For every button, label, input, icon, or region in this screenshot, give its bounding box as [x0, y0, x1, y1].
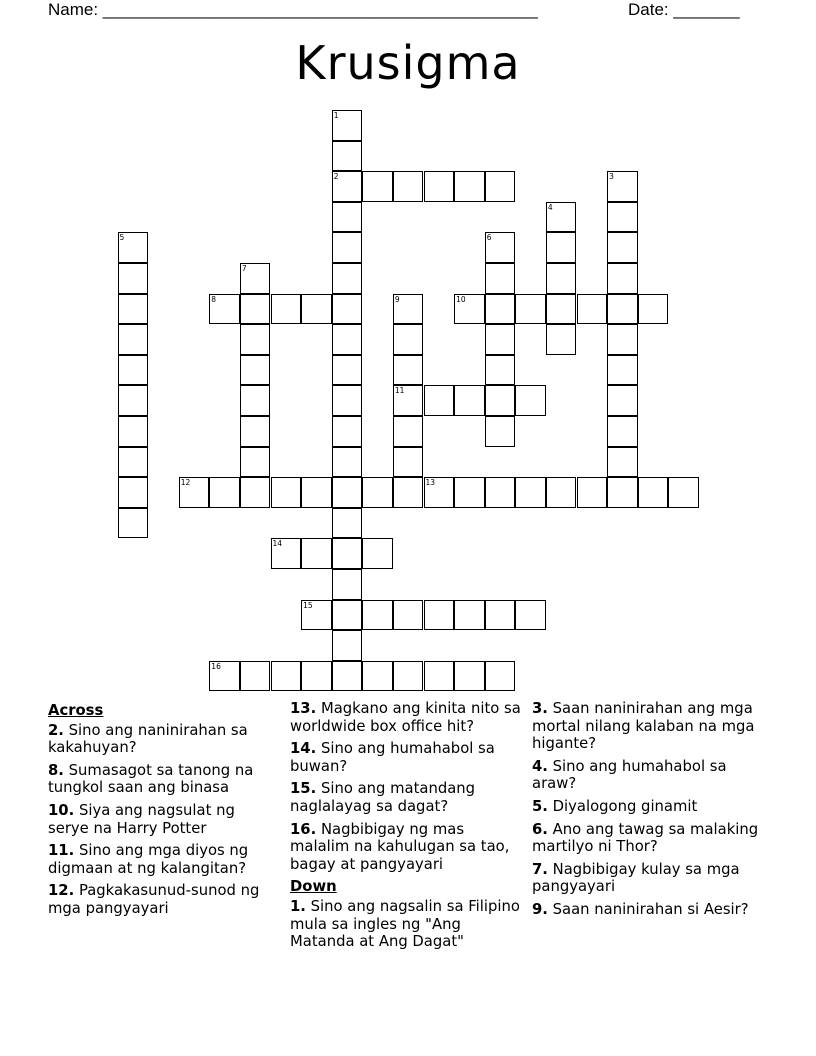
grid-cell[interactable]	[393, 294, 424, 325]
grid-cell[interactable]	[240, 324, 271, 355]
grid-cell[interactable]	[240, 294, 271, 325]
clue-down-4: 4. Sino ang humahabol sa araw?	[532, 757, 727, 793]
grid-cell[interactable]	[332, 538, 363, 569]
grid-cell[interactable]	[485, 600, 516, 631]
grid-cell[interactable]	[118, 355, 149, 386]
grid-cell[interactable]	[393, 477, 424, 508]
grid-cell[interactable]	[240, 416, 271, 447]
grid-cell[interactable]	[485, 171, 516, 202]
grid-cell[interactable]	[209, 661, 240, 692]
grid-cell[interactable]	[485, 232, 516, 263]
grid-cell[interactable]	[332, 232, 363, 263]
grid-cell[interactable]	[332, 661, 363, 692]
clue-across-15: 15. Sino ang matandang naglalayag sa dagat?	[290, 780, 476, 815]
clue-number: 11	[394, 386, 405, 396]
grid-cell[interactable]	[118, 232, 149, 263]
clue-down-1: 1. Sino ang nagsalin sa Filipino mula sa ingles ng "Ang Matanda at Ang Dagat"	[290, 897, 520, 951]
grid-cell[interactable]	[454, 385, 485, 416]
grid-cell[interactable]	[454, 600, 485, 631]
grid-cell[interactable]	[546, 232, 577, 263]
clue-number: 5	[119, 233, 125, 243]
grid-cell[interactable]	[118, 508, 149, 539]
clue-number: 16	[211, 661, 221, 671]
grid-cell[interactable]	[301, 294, 332, 325]
grid-cell[interactable]	[332, 110, 363, 141]
grid-cell[interactable]	[424, 661, 455, 692]
grid-cell[interactable]	[118, 447, 149, 478]
clue-number: 15	[303, 600, 313, 610]
clue-number: 8	[211, 294, 217, 304]
grid-cell[interactable]	[607, 263, 638, 294]
grid-cell[interactable]	[454, 661, 485, 692]
clue-number: 13	[425, 478, 436, 488]
grid-cell[interactable]	[454, 477, 485, 508]
grid-cell[interactable]	[393, 447, 424, 478]
grid-cell[interactable]	[362, 171, 393, 202]
grid-cell[interactable]	[668, 477, 699, 508]
grid-cell[interactable]	[271, 661, 302, 692]
grid-cell[interactable]	[607, 385, 638, 416]
grid-cell[interactable]	[118, 385, 149, 416]
grid-cell[interactable]	[546, 324, 577, 355]
clue-number: 3	[609, 172, 614, 182]
grid-cell[interactable]	[607, 294, 638, 325]
clue-across-12: 12. Pagkakasunud-sunod ng mga pangyayari	[48, 882, 260, 917]
grid-cell[interactable]	[607, 355, 638, 386]
grid-cell[interactable]	[362, 661, 393, 692]
grid-cell[interactable]	[485, 416, 516, 447]
clue-number: 4	[547, 202, 553, 212]
grid-cell[interactable]	[240, 355, 271, 386]
grid-cell[interactable]	[485, 294, 516, 325]
clue-down-6: 6. Ano ang tawag sa malaking martilyo ni Thor?	[532, 820, 759, 856]
grid-cell[interactable]	[485, 661, 516, 692]
grid-cell[interactable]	[240, 477, 271, 508]
grid-cell[interactable]	[393, 171, 424, 202]
grid-cell[interactable]	[393, 600, 424, 631]
grid-cell[interactable]	[332, 447, 363, 478]
clue-number: 10	[456, 294, 466, 304]
down-heading: Down	[290, 878, 337, 896]
grid-cell[interactable]	[485, 324, 516, 355]
grid-cell[interactable]	[240, 661, 271, 692]
grid-cell[interactable]	[424, 477, 455, 508]
clues-column-1	[48, 700, 278, 923]
clue-across-13: 13. Magkano ang kinita nito sa worldwide box office hit?	[290, 700, 521, 735]
grid-cell[interactable]	[515, 294, 546, 325]
name-field: Name: ______________________________________________	[48, 0, 538, 19]
grid-cell[interactable]	[118, 294, 149, 325]
grid-cell[interactable]	[362, 600, 393, 631]
clue-across-11: 11. Sino ang mga diyos ng digmaan at ng kalangitan?	[48, 842, 249, 877]
date-field: Date: _______	[628, 0, 740, 19]
grid-cell[interactable]	[332, 416, 363, 447]
clue-across-14: 14. Sino ang humahabol sa buwan?	[290, 740, 495, 775]
grid-cell[interactable]	[332, 355, 363, 386]
grid-cell[interactable]	[332, 630, 363, 661]
across-heading: Across	[48, 702, 104, 719]
grid-cell[interactable]	[301, 477, 332, 508]
grid-cell[interactable]	[332, 600, 363, 631]
grid-cell[interactable]	[393, 355, 424, 386]
grid-cell[interactable]	[118, 477, 149, 508]
clue-number: 2	[333, 172, 339, 182]
grid-cell[interactable]	[393, 324, 424, 355]
grid-cell[interactable]	[485, 263, 516, 294]
clue-down-7: 7. Nagbibigay kulay sa mga pangyayari	[532, 860, 740, 896]
grid-cell[interactable]	[332, 171, 363, 202]
grid-cell[interactable]	[607, 416, 638, 447]
grid-cell[interactable]	[271, 538, 302, 569]
grid-cell[interactable]	[332, 263, 363, 294]
grid-cell[interactable]	[607, 202, 638, 233]
grid-cell[interactable]	[393, 661, 424, 692]
clue-down-5: 5. Diyalogong ginamit	[532, 797, 698, 815]
grid-cell[interactable]	[515, 600, 546, 631]
clue-number: 6	[486, 233, 492, 243]
grid-cell[interactable]	[240, 447, 271, 478]
grid-cell[interactable]	[240, 263, 271, 294]
grid-cell[interactable]	[393, 385, 424, 416]
grid-cell[interactable]	[607, 477, 638, 508]
grid-cell[interactable]	[301, 661, 332, 692]
grid-cell[interactable]	[485, 385, 516, 416]
grid-cell[interactable]	[515, 477, 546, 508]
grid-cell[interactable]	[546, 477, 577, 508]
grid-cell[interactable]	[515, 385, 546, 416]
clue-across-16: 16. Nagbibigay ng mas malalim na kahulugan sa tao, bagay at pangyayari	[290, 820, 510, 873]
grid-cell[interactable]	[301, 600, 332, 631]
grid-cell[interactable]	[118, 416, 149, 447]
grid-cell[interactable]	[332, 294, 363, 325]
grid-cell[interactable]	[332, 508, 363, 539]
clue-across-2: 2. Sino ang naninirahan sa kakahuyan?	[48, 721, 248, 757]
grid-cell[interactable]	[118, 263, 149, 294]
grid-cell[interactable]	[424, 171, 455, 202]
grid-cell[interactable]	[332, 569, 363, 600]
grid-cell[interactable]	[424, 385, 455, 416]
clue-number: 14	[272, 539, 283, 549]
grid-cell[interactable]	[485, 477, 516, 508]
clues-column-2	[290, 700, 528, 956]
grid-cell[interactable]	[240, 385, 271, 416]
grid-cell[interactable]	[209, 477, 240, 508]
grid-cell[interactable]	[362, 477, 393, 508]
grid-cell[interactable]	[271, 477, 302, 508]
clue-number: 9	[394, 294, 400, 304]
clue-across-10: 10. Siya ang nagsulat ng serye na Harry Potter	[48, 801, 235, 837]
grid-cell[interactable]	[332, 385, 363, 416]
clues-column-3	[532, 700, 762, 924]
grid-cell[interactable]	[301, 538, 332, 569]
clue-number: 1	[333, 111, 339, 120]
grid-cell[interactable]	[271, 294, 302, 325]
grid-cell[interactable]	[485, 355, 516, 386]
grid-cell[interactable]	[332, 141, 363, 172]
grid-cell[interactable]	[546, 263, 577, 294]
grid-cell[interactable]	[607, 232, 638, 263]
grid-cell[interactable]	[546, 202, 577, 233]
grid-cell[interactable]	[454, 294, 485, 325]
grid-cell[interactable]	[209, 294, 240, 325]
grid-cell[interactable]	[332, 324, 363, 355]
grid-cell[interactable]	[118, 324, 149, 355]
grid-cell[interactable]	[362, 538, 393, 569]
clue-number: 12	[180, 478, 191, 488]
grid-cell[interactable]	[607, 324, 638, 355]
grid-cell[interactable]	[607, 447, 638, 478]
clue-down-3: 3. Saan naninirahan ang mga mortal nilang kalaban na mga higante?	[532, 700, 755, 753]
clue-number: 7	[241, 264, 247, 273]
clue-down-9: 9. Saan naninirahan si Aesir?	[532, 900, 749, 918]
grid-cell[interactable]	[332, 202, 363, 233]
page-title: Krusigma	[295, 36, 521, 90]
grid-cell[interactable]	[454, 171, 485, 202]
grid-cell[interactable]	[424, 600, 455, 631]
grid-cell[interactable]	[546, 294, 577, 325]
grid-cell[interactable]	[393, 416, 424, 447]
grid-cell[interactable]	[179, 477, 210, 508]
grid-cell[interactable]	[638, 477, 669, 508]
grid-cell[interactable]	[332, 477, 363, 508]
grid-cell[interactable]	[577, 294, 608, 325]
grid-cell[interactable]	[607, 171, 638, 202]
clue-across-8: 8. Sumasagot sa tanong na tungkol saan ang binasa	[48, 761, 254, 797]
grid-cell[interactable]	[577, 477, 608, 508]
grid-cell[interactable]	[638, 294, 669, 325]
